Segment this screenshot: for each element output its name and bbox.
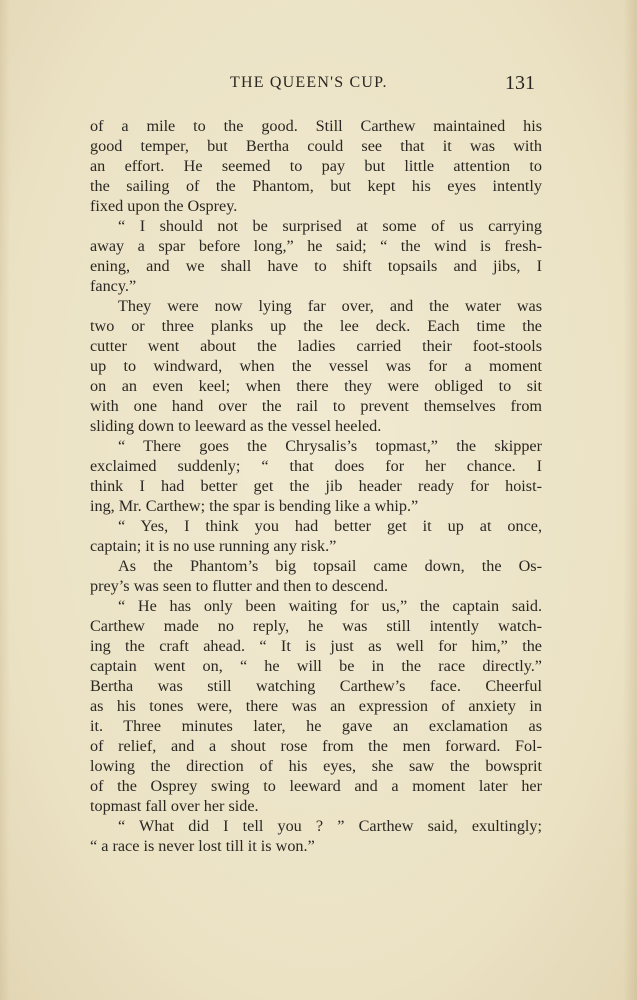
text-line: “ What did I tell you ? ” Carthew said, exultingly;	[118, 817, 542, 835]
text-line: two or three planks up the lee deck. Each time the	[90, 317, 542, 335]
page-number: 131	[505, 72, 535, 94]
text-line: captain went on, “ he will be in the race directly.”	[90, 657, 542, 675]
text-line: prey’s was seen to flutter and then to descend.	[90, 577, 389, 595]
text-line: as his tones were, there was an expression of anxiety in	[90, 697, 542, 715]
text-line: exclaimed suddenly; “ that does for her chance. I	[90, 457, 542, 475]
running-title: THE QUEEN'S CUP.	[230, 74, 388, 91]
text-line: captain; it is no use running any risk.”	[90, 537, 337, 555]
text-line: it. Three minutes later, he gave an exclamation as	[90, 717, 542, 735]
text-line: “ Yes, I think you had better get it up at once,	[118, 517, 542, 535]
page-edge-shadow-right	[623, 0, 637, 1000]
text-line: “ There goes the Chrysalis’s topmast,” the skipper	[118, 437, 542, 455]
text-line: the sailing of the Phantom, but kept his eyes intently	[90, 177, 542, 195]
body-text	[90, 116, 542, 856]
text-line: sliding down to leeward as the vessel heeled.	[90, 417, 382, 435]
text-line: good temper, but Bertha could see that it was with	[90, 137, 542, 155]
text-line: fixed upon the Osprey.	[90, 197, 238, 215]
text-line: of the Osprey swing to leeward and a moment later her	[90, 777, 542, 795]
text-line: up to windward, when the vessel was for a moment	[90, 357, 542, 375]
text-line: As the Phantom’s big topsail came down, the Os-	[118, 557, 542, 575]
text-line: of a mile to the good. Still Carthew maintained his	[90, 117, 542, 135]
text-line: with one hand over the rail to prevent themselves from	[90, 397, 542, 415]
text-line: “ He has only been waiting for us,” the captain said.	[118, 597, 542, 615]
text-line: “ I should not be surprised at some of us carrying	[118, 217, 542, 235]
text-line: “ a race is never lost till it is won.”	[90, 837, 315, 855]
text-line: Bertha was still watching Carthew’s face. Cheerful	[90, 677, 542, 695]
text-line: ening, and we shall have to shift topsails and jibs, I	[90, 257, 542, 275]
text-line: lowing the direction of his eyes, she saw the bowsprit	[90, 757, 542, 775]
text-line: of relief, and a shout rose from the men forward. Fol-	[90, 737, 542, 755]
text-line: ing, Mr. Carthew; the spar is bending like a whip.”	[90, 497, 419, 515]
text-line: Carthew made no reply, he was still intently watch-	[90, 617, 542, 635]
text-line: away a spar before long,” he said; “ the wind is fresh-	[90, 237, 542, 255]
text-line: They were now lying far over, and the water was	[118, 297, 542, 315]
text-line: ing the craft ahead. “ It is just as well for him,” the	[90, 637, 542, 655]
text-line: cutter went about the ladies carried their foot-stools	[90, 337, 542, 355]
text-line: think I had better get the jib header ready for hoist-	[90, 477, 542, 495]
text-line: an effort. He seemed to pay but little attention to	[90, 157, 542, 175]
page-edge-shadow-left	[0, 0, 10, 1000]
text-line: on an even keel; when there they were obliged to sit	[90, 377, 542, 395]
text-line: topmast fall over her side.	[90, 797, 259, 815]
text-line: fancy.”	[90, 277, 137, 295]
